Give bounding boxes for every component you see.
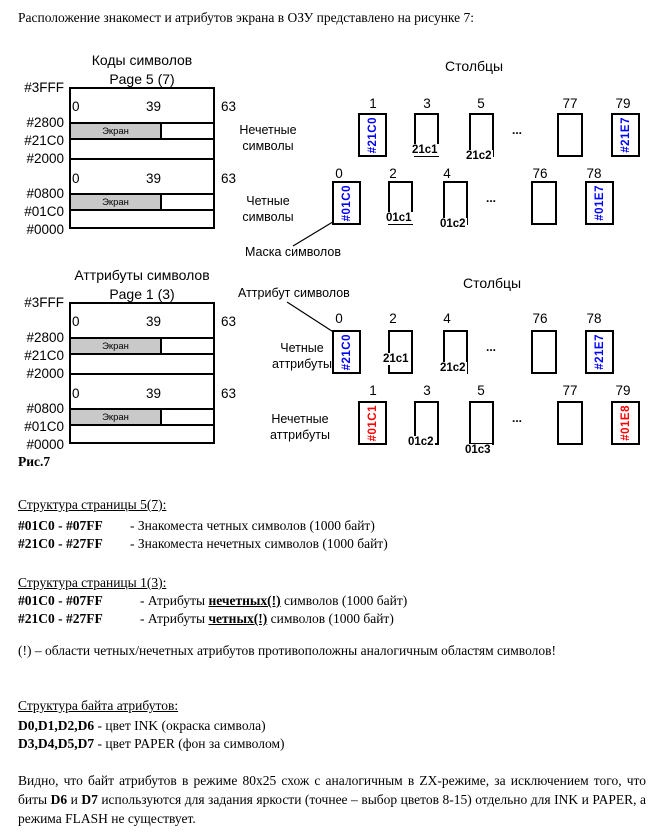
screen-label: Экран [102,196,129,208]
even-symbols-label-2: символы [242,210,294,224]
screen-label: Экран [102,340,129,352]
addr-range: #21C0 - #27FF [18,536,103,551]
memmap2-ruler1-63: 63 [221,314,237,329]
range-desc-emphasis: нечетных(!) [208,593,281,608]
memmap1-ruler1-63: 63 [221,99,237,114]
even-attrs-last-addr: #21E7 [593,334,606,370]
memmap1-screen-area-1 [71,124,162,138]
memmap2-addr-2800: #2800 [26,330,64,345]
memmap1-addr-0000: #0000 [26,222,64,237]
even-attrs-label-1: Четные [280,341,324,355]
memmap1-ruler2-0: 0 [72,171,80,186]
screen-label: Экран [102,125,129,137]
memmap2-ruler1-0: 0 [72,314,80,329]
even-attr-num-0: 0 [335,311,343,326]
odd-symbols-last-cell [611,113,640,157]
even-attrs-cell-2 [388,330,413,374]
memmap2-screen-area-1 [71,339,162,353]
memmap1-screen-area-2 [71,195,162,209]
final-text-mid: и [67,792,82,807]
even-attrs-ellipsis: ... [486,340,497,354]
mask-label: Маска символов [245,245,341,259]
page5-row-2 [18,534,388,553]
bit-d7: D7 [81,792,98,807]
even-col-num-2: 2 [389,166,397,181]
memmap2-screen-area-2 [71,410,162,424]
odd-attrs-label-1: Нечетные [271,412,329,426]
screen-label: Экран [102,411,129,423]
even-symbols-cell-76 [531,181,557,225]
range-desc-pre: - Атрибуты [140,593,209,608]
memmap2-screen-band-2 [71,408,213,426]
page5-row-1 [18,516,375,535]
even-attr-num-2: 2 [389,311,397,326]
odd-symbols-label-2: символы [242,139,294,153]
even-attrs-first-cell [332,330,361,374]
range-desc-pre: - Атрибуты [140,611,209,626]
columns1-title: Столбцы [445,58,504,74]
memmap1-line-2000 [71,158,213,160]
memmap2-ruler2-0: 0 [72,386,80,401]
exclamation-note: (!) – области четных/нечетных атрибутов противоположны аналогичным областям символов! [18,643,557,658]
odd-symbols-mid-addr-2: 21c2 [466,150,492,162]
odd-attr-num-1: 1 [369,383,377,398]
even-attrs-mid-addr-2: 21c2 [440,362,466,374]
memmap1-ruler2-63: 63 [221,171,237,186]
memmap2-line-2000 [71,373,213,375]
range-desc: - Знакоместа нечетных символов (1000 байт) [130,536,388,551]
even-symbols-label-1: Четные [246,194,290,208]
addr-range: #01C0 - #07FF [18,518,103,533]
addr-range: #01C0 - #07FF [18,593,103,608]
bit-d6: D6 [50,792,68,807]
even-symbols-ellipsis: ... [486,191,497,205]
final-text-2: используются для задания яркости (точнее – выбор цветов 8-15) отдельно для INK и PAPER, а режима FLASH не существует. [18,792,646,826]
odd-attrs-cell-5 [469,401,494,445]
odd-attr-num-79: 79 [615,383,631,398]
odd-attrs-cell-77 [557,401,583,445]
intro-text: Расположение знакомест и атрибутов экрана в ОЗУ представлено на рисунке 7: [18,10,475,25]
memmap1-ruler1-0: 0 [72,99,80,114]
odd-col-num-79: 79 [615,96,631,111]
odd-attrs-first-cell [358,401,387,445]
odd-symbols-first-cell [358,113,387,157]
even-symbols-first-addr: #01C0 [340,184,353,222]
odd-attrs-last-cell [611,401,640,445]
memmap2-ruler2-63: 63 [221,386,237,401]
addr-range: #21C0 - #27FF [18,611,103,626]
page1-row-2 [18,609,394,628]
memmap2-addr-0000: #0000 [26,437,64,452]
attr-byte-row-1 [18,716,266,735]
memmap2-addr-0800: #0800 [26,401,64,416]
attr-pointer-label: Аттрибут символов [238,286,350,300]
memmap2-ruler1-39: 39 [146,314,162,329]
memmap1-addr-01c0: #01C0 [24,204,64,219]
odd-attr-num-77: 77 [562,383,578,398]
memmap1-ruler1-39: 39 [146,99,162,114]
even-col-num-78: 78 [586,166,602,181]
even-col-num-4: 4 [443,166,451,181]
odd-symbols-cell-77 [557,113,583,157]
odd-attr-num-3: 3 [423,383,431,398]
odd-symbols-mid-addr-1: 21c1 [412,144,438,156]
even-symbols-mid-addr-2: 01c2 [440,218,466,230]
memmap1-addr-2800: #2800 [26,115,64,130]
odd-attrs-label-2: аттрибуты [270,428,330,442]
bits-list: D3,D4,D5,D7 [18,736,95,751]
memmap1-ruler2-39: 39 [146,171,162,186]
memmap2-addr-21c0: #21C0 [24,348,64,363]
memmap1-addr-0800: #0800 [26,186,64,201]
even-symbols-last-cell [585,181,614,225]
memmap2-subtitle: Page 1 (3) [109,286,175,302]
odd-symbols-label-1: Нечетные [239,123,297,137]
columns2-title: Столбцы [463,275,522,291]
bits-list: D0,D1,D2,D6 [18,718,95,733]
even-col-num-76: 76 [532,166,548,181]
memmap1-title: Коды символов [91,52,193,68]
range-desc: - Знакоместа четных символов (1000 байт) [130,518,375,533]
even-attr-num-78: 78 [586,311,602,326]
even-attrs-cell-76 [531,330,557,374]
memmap2-ruler2-39: 39 [146,386,162,401]
attr-byte-structure-title: Структура байта атрибутов: [18,698,179,713]
even-attrs-last-cell [585,330,614,374]
range-desc-post: символов (1000 байт) [280,593,408,608]
final-paragraph [18,771,646,828]
odd-attr-num-5: 5 [477,383,485,398]
final-text-1: Видно, что байт атрибутов в режиме 80x25 схож с аналогичным в ZX-режиме, за исключением того, что биты [18,773,646,807]
page5-structure-title: Структура страницы 5(7): [18,497,167,512]
attr-byte-row-2 [18,734,284,753]
memmap1-box [69,87,215,229]
odd-attrs-mid-addr-1: 01c2 [408,436,434,448]
memmap1-screen-band-1 [71,122,213,140]
odd-col-num-5: 5 [477,96,485,111]
even-symbols-last-addr: #01E7 [593,185,606,221]
odd-attrs-first-addr: #01C1 [366,404,379,442]
odd-col-num-1: 1 [369,96,377,111]
page1-structure-title: Структура страницы 1(3): [18,575,167,590]
range-desc-emphasis: четных(!) [208,611,268,626]
bits-desc: - цвет INK (окраска символа) [94,718,266,733]
memmap2-addr-01c0: #01C0 [24,419,64,434]
range-desc-post: символов (1000 байт) [267,611,394,626]
page1-row-1 [18,591,407,610]
even-symbols-mid-addr-1: 01c1 [386,212,412,224]
memmap1-addr-3fff: #3FFF [24,80,64,95]
memmap2-title: Аттрибуты символов [74,267,210,283]
even-col-num-0: 0 [335,166,343,181]
odd-attrs-ellipsis: ... [512,411,523,425]
even-attr-num-4: 4 [443,311,451,326]
memmap1-addr-2000: #2000 [26,151,64,166]
even-attr-num-76: 76 [532,311,548,326]
memmap2-screen-band-1 [71,337,213,355]
memmap2-addr-3fff: #3FFF [24,295,64,310]
memmap1-addr-21c0: #21C0 [24,133,64,148]
even-attrs-mid-addr-1: 21c1 [383,353,409,365]
odd-symbols-first-addr: #21C0 [366,116,379,154]
odd-col-num-3: 3 [423,96,431,111]
bits-desc: - цвет PAPER (фон за символом) [94,736,285,751]
memmap2-addr-2000: #2000 [26,366,64,381]
odd-attrs-mid-addr-2: 01c3 [465,444,491,456]
odd-attrs-last-addr: #01E8 [619,405,632,441]
figure-caption: Рис.7 [18,454,51,469]
even-attrs-first-addr: #21C0 [340,333,353,371]
memmap2-box [69,302,215,444]
even-attrs-label-2: аттрибуты [272,357,332,371]
memmap1-subtitle: Page 5 (7) [109,71,175,87]
odd-symbols-last-addr: #21E7 [619,117,632,153]
memmap1-screen-band-2 [71,193,213,211]
odd-symbols-ellipsis: ... [512,123,523,137]
odd-col-num-77: 77 [562,96,578,111]
even-symbols-first-cell [332,181,361,225]
